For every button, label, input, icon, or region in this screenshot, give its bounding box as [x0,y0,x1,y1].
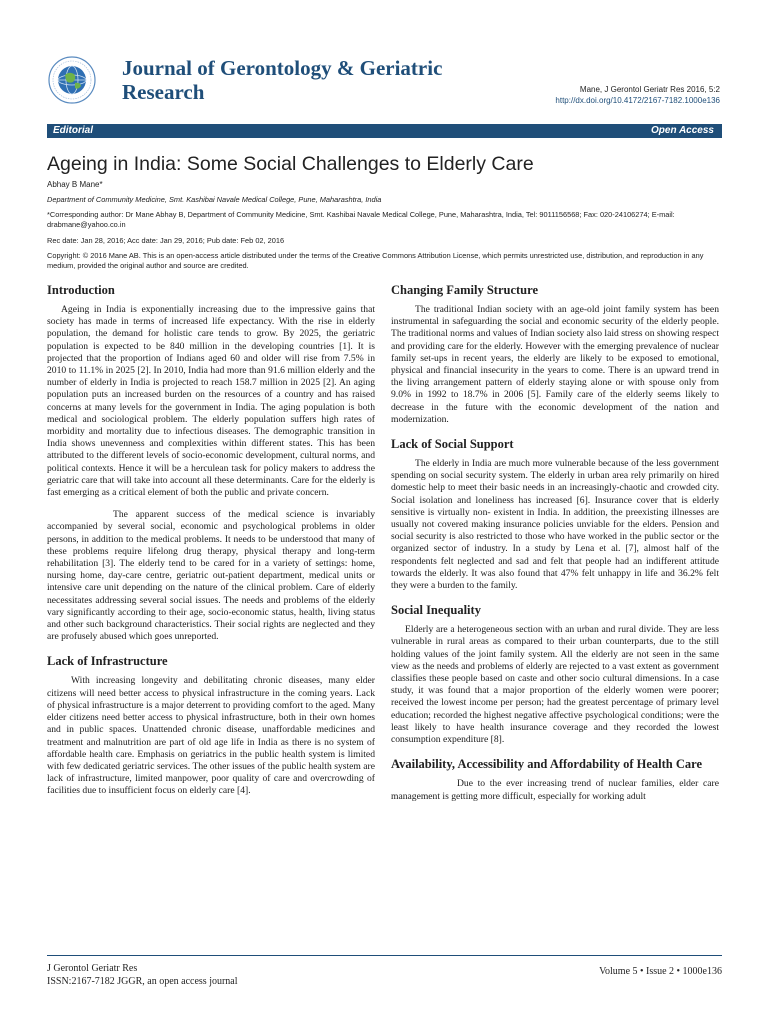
section-heading-family: Changing Family Structure [391,283,538,297]
introduction-paragraph-2: The apparent success of the medical science is invariably accompanied by several social, economic and psychological problems in older persons, in addition to the medical problems. It needs to be understood that many of these problems require lifelong drug therapy, physical therapy and long-term rehabilitation [3]. The elderly tend to be cared for in a variety of settings: home, nursing home, day-care centre, geriatric out-patient department, medical units or intensive care unit depending on the nature of the clinical problem. Care of elderly necessitates addressing several social issues. The needs and problems of the elderly vary significantly according to their age, socio-economic status, health, living status and other such background characteristics. Their social rights are neglected and they are profusely abused which goes unreported. [47,509,375,643]
citation-block [555,84,720,106]
doi-link[interactable]: http://dx.doi.org/10.4172/2167-7182.1000e136 [555,96,720,105]
section-heading-availability: Availability, Accessibility and Affordability of Health Care [391,757,702,772]
section-heading-support: Lack of Social Support [391,437,514,452]
footer-volume-info: Volume 5 • Issue 2 • 1000e136 [599,966,722,977]
footer-issn: ISSN:2167-7182 JGGR, an open access journal [47,976,238,987]
journal-title: Journal of Gerontology & Geriatric Research [122,56,443,104]
author-name: Abhay B Mane* [47,180,103,189]
footer-divider [47,955,722,956]
right-column [391,282,719,813]
footer-journal-info [47,962,238,988]
inequality-paragraph-1: Elderly are a heterogeneous section with an urban and rural divide. They are less vulnerable in rural areas as compared to their urban counterparts, due to the still holding values of the joint family system. All the elderly are not seen in the same view as the needs and problems of elderly are rejected to a vast extent as government classifies these people based on caste and other socio cultural dimensions. In a case study, it was found that a major proportion of the elderly women were poorer; received the lowest income per person; had the greatest percentage of primary level education; recorded the highest negative affective psychological conditions; were the least likely to have health insurance coverage and they recorded the lowest consumption expenditure [8]. [391,624,719,746]
family-paragraph-1: The traditional Indian society with an age-old joint family system has been instrumental in safeguarding the social and economic security of the elderly people. The traditional norms and values of Indian society also laid stress on showing respect and providing care for the elderly. However with the emerging prevalence of nuclear family set-ups in recent years, the elderly are likely to be exposed to emotional, physical and financial insecurity in the years to come. There is an upward trend in the living arrangement pattern of elderly staying alone or with spouse only from 9.0% in 1992 to 18.7% in 2006 [5]. Family care of the elderly seems likely to decrease in the future with the economic development of the nation and modernization. [391,304,719,425]
section-heading-introduction: Introduction [47,283,115,297]
copyright-notice: Copyright: © 2016 Mane AB. This is an open-access article distributed under the terms of the Creative Commons Attribution License, which permits unrestricted use, distribution, and reproduction in any medium, provided the original author and source are credited. [47,251,704,270]
support-paragraph-1: The elderly in India are much more vulnerable because of the less government spending on social security system. The elderly in urban area rely primarily on hired domestic help to meet their basic needs in an increasingly-chaotic and crowded city. Social isolation and loneliness has increased [6]. Insurance cover that is elderly sensitive is virtually non- existent in India. In addition, the preexisting illnesses are usually not covered making insurance policies unviable for the elders. Pension and social security is also restricted to those who have worked in the public sector or the organized sector of industry. In a study by Lena et al. [7], almost half of the respondents felt neglected and sad and felt that people had an indifferent attitude towards the elderly. It was also found that 47% felt unhappy in life and 36.2% felt they were a burden to the family. [391,458,719,592]
open-access-label: Open Access [651,125,714,136]
article-type-label: Editorial [53,125,94,136]
article-dates: Rec date: Jan 28, 2016; Acc date: Jan 29, 2016; Pub date: Feb 02, 2016 [47,236,285,245]
citation-line: Mane, J Gerontol Geriatr Res 2016, 5:2 [579,85,720,94]
article-title: Ageing in India: Some Social Challenges to Elderly Care [47,153,534,175]
publisher-logo-icon [47,55,97,105]
article-type-bar [47,124,722,138]
section-heading-infrastructure: Lack of Infrastructure [47,654,168,669]
footer-journal-abbrev: J Gerontol Geriatr Res [47,963,138,974]
infrastructure-paragraph-1: With increasing longevity and debilitating chronic diseases, many elder citizens will need better access to physical infrastructure in the coming years. Lack of physical infrastructure is a major deterrent to providing comfort to the aged. Many elder citizens need better access to physical infrastructure, both in their own homes and in public spaces. Unattended chronic disease, unaffordable medicines and treatment and malnutrition are part of old age life in India as there is no system of affordable health care. Emphasis on geriatrics in the public health system is limited with few dedicated geriatric services. The other issues of the public health system are lack of infrastructure, limited manpower, poor quality of care and overcrowding of facilities due to insufficient focus on elderly care [4]. [47,675,375,797]
availability-paragraph-1: Due to the ever increasing trend of nuclear families, elder care management is getting more difficult, especially for working adult [391,778,719,802]
corresponding-author: *Corresponding author: Dr Mane Abhay B, Department of Community Medicine, Smt. Kashibai Navale Medical College, Pune, Maharashtra, India, Tel: 9011156568; Fax: 020-24106274; E-mail: drabmane@yahoo.co.in [47,210,675,229]
left-column [47,282,375,808]
section-heading-inequality: Social Inequality [391,603,481,618]
introduction-paragraph-1: Ageing in India is exponentially increasing due to the impressive gains that society has made in terms of increased life expectancy. With the rise in elderly population, the demand for holistic care tends to grow. By 2025, the geriatric population is expected to be 840 million in the developing countries [1]. It is projected that the proportion of Indians aged 60 and older will rise from 7.5% in 2010 to 11.1% in 2025 [2]. In 2010, India had more than 91.6 million elderly and the number of elderly in India is projected to reach 158.7 million in 2025 [2]. An aging population puts an increased burden on the resources of a country and has raised concerns at many levels for the government in India. The aging population is both medical and sociological problem. The elderly population suffers high rates of morbidity and mortality due to infectious diseases. The demographic transition in India shows unevenness and complexities within different states. This has been attributed to the different levels of socio-economic development, cultural norms, and political contexts. Hence it will be a herculean task for policy makers to address the geriatric care that will take into account all these determinants. Care for the elderly is fast emerging as a critical element of both the public and private concern. [47,304,375,499]
author-affiliation: Department of Community Medicine, Smt. Kashibai Navale Medical College, Pune, Maharashtra, India [47,195,382,204]
